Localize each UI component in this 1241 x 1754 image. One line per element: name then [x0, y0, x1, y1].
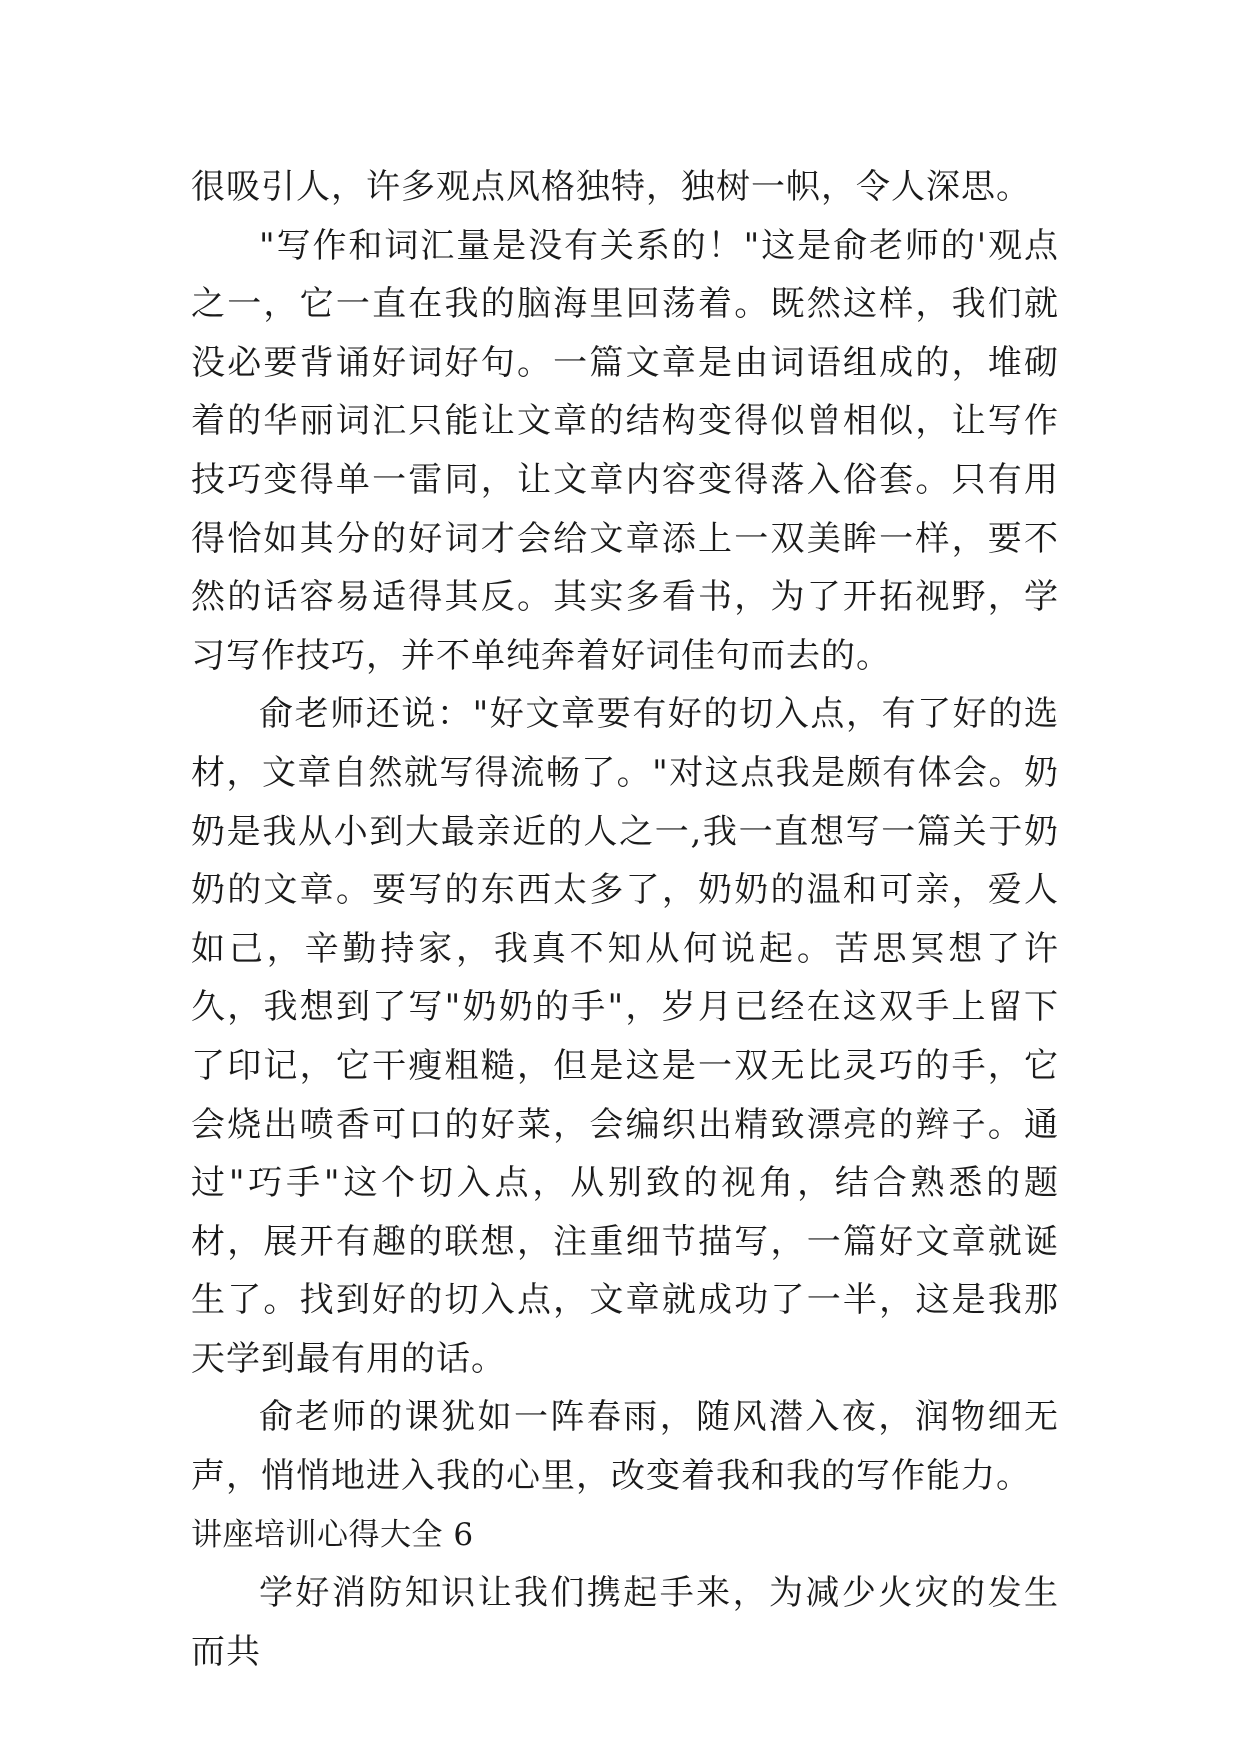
- section-heading: 讲座培训心得大全 6: [191, 1516, 474, 1553]
- document-body: [191, 158, 1059, 1681]
- paragraph-conclusion: 俞老师的课犹如一阵春雨，随风潜入夜，润物细无声，悄悄地进入我的心里，改变着我和我的写作能力。: [191, 1397, 1059, 1497]
- paragraph-vocabulary: "写作和词汇量是没有关系的！"这是俞老师的'观点之一，它一直在我的脑海里回荡着。既然这样，我们就没必要背诵好词好句。一篇文章是由词语组成的，堆砌着的华丽词汇只能让文章的结构变得似曾相似，让写作技巧变得单一雷同，让文章内容变得落入俗套。只有用得恰如其分的好词才会给文章添上一双美眸一样，要不然的话容易适得其反。其实多看书，为了开拓视野，学习写作技巧，并不单纯奔着好词佳句而去的。: [191, 225, 1059, 676]
- paragraph-fire-safety: 学好消防知识让我们携起手来，为减少火灾的发生而共: [191, 1573, 1059, 1672]
- paragraph-entry-point: 俞老师还说："好文章要有好的切入点，有了好的选材，文章自然就写得流畅了。"对这点我是颇有体会。奶奶是我从小到大最亲近的人之一,我一直想写一篇关于奶奶的文章。要写的东西太多了，奶奶的温和可亲，爱人如己，辛勤持家，我真不知从何说起。苦思冥想了许久，我想到了写"奶奶的手"，岁月已经在这双手上留下了印记，它干瘦粗糙，但是这是一双无比灵巧的手，它会烧出喷香可口的好菜，会编织出精致漂亮的辫子。通过"巧手"这个切入点，从别致的视角，结合熟悉的题材，展开有趣的联想，注重细节描写，一篇好文章就诞生了。找到好的切入点，文章就成功了一半，这是我那天学到最有用的话。: [191, 694, 1059, 1379]
- paragraph-continued: 很吸引人，许多观点风格独特，独树一帜，令人深思。: [191, 167, 1031, 207]
